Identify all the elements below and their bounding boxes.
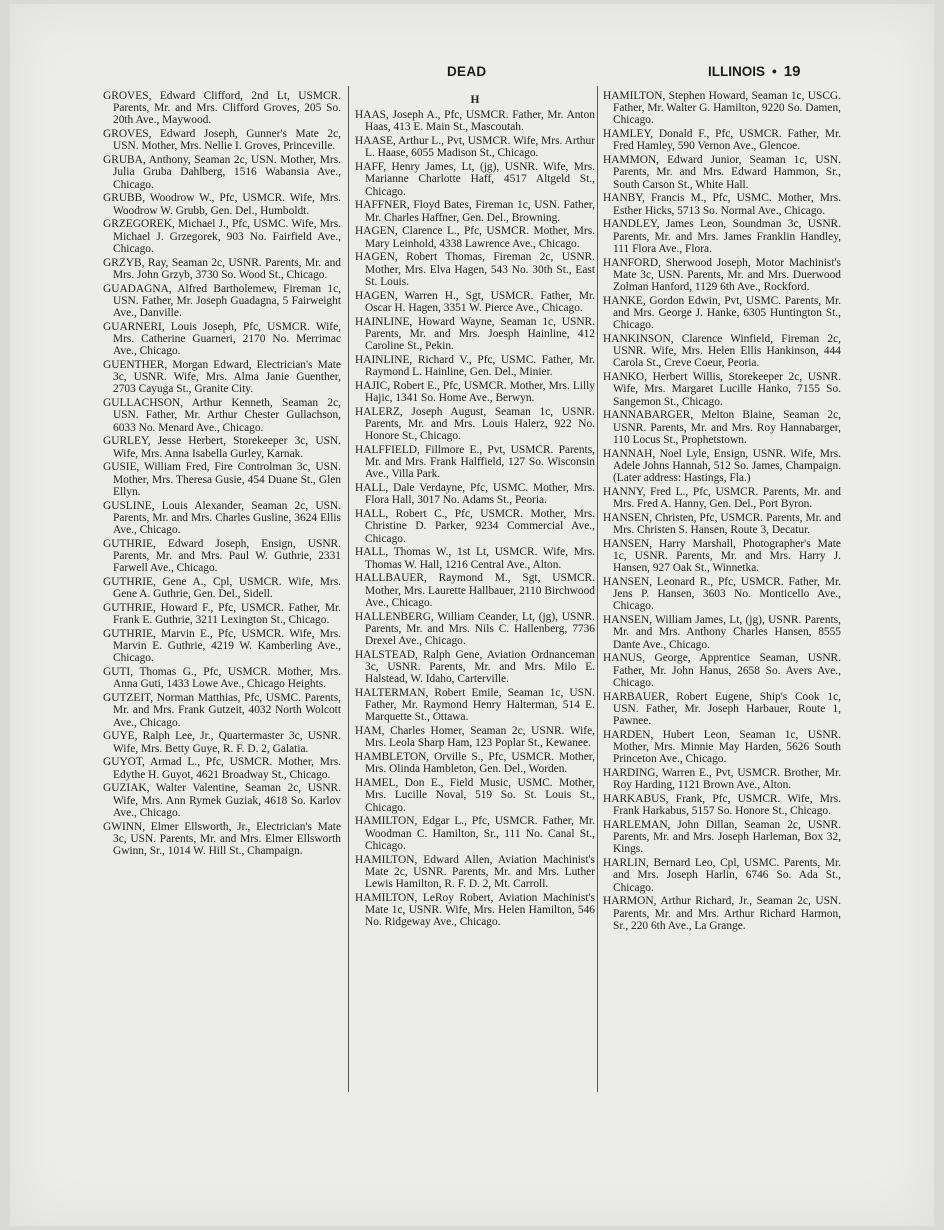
header-bullet: •: [772, 64, 777, 79]
casualty-entry: GROVES, Edward Clifford, 2nd Lt, USMCR. Parents, Mr. and Mrs. Clifford Groves, 205 So. 20th Ave., Maywood.: [103, 90, 341, 127]
casualty-entry: HAAS, Joseph A., Pfc, USMCR. Father, Mr. Anton Haas, 413 E. Main St., Mascoutah.: [355, 109, 595, 134]
casualty-entry: GUADAGNA, Alfred Bartholemew, Fireman 1c, USN. Father, Mr. Joseph Guadagna, 5 Fairweight Ave., Danville.: [103, 282, 341, 320]
casualty-entry: HAMILTON, Edgar L., Pfc, USMCR. Father, Mr. Woodman C. Hamilton, Sr., 111 No. Canal St., Chicago.: [355, 815, 595, 852]
casualty-entry: HAM, Charles Homer, Seaman 2c, USNR. Wife, Mrs. Leola Sharp Ham, 123 Poplar St., Kewanee.: [355, 725, 595, 750]
page-title: DEAD: [447, 64, 487, 79]
casualty-entry: HANSEN, William James, Lt, (jg), USNR. Parents, Mr. and Mrs. Anthony Charles Hansen, 8555 Dante Ave., Chicago.: [603, 614, 841, 651]
casualty-entry: HARDEN, Hubert Leon, Seaman 1c, USNR. Mother, Mrs. Minnie May Harden, 5626 South Princeton Ave., Chicago.: [603, 728, 841, 766]
casualty-entry: HALSTEAD, Ralph Gene, Aviation Ordnanceman 3c, USNR. Parents, Mr. and Mrs. Milo E. Halstead, W. Idaho, Carterville.: [355, 648, 595, 686]
casualty-entry: GULLACHSON, Arthur Kenneth, Seaman 2c, USN. Father, Mr. Arthur Chester Gullachson, 6033 No. Menard Ave., Chicago.: [103, 397, 341, 434]
column-divider: [597, 86, 598, 1092]
casualty-entry: HARDING, Warren E., Pvt, USMCR. Brother, Mr. Roy Harding, 1121 Brown Ave., Alton.: [603, 767, 841, 792]
page-header-right: [708, 63, 800, 80]
casualty-entry: HALLBAUER, Raymond M., Sgt, USMCR. Mother, Mrs. Laurette Hallbauer, 2110 Birchwood Ave., Chicago.: [355, 572, 595, 609]
document-page: [10, 4, 934, 1226]
state-name: ILLINOIS: [708, 64, 765, 79]
casualty-entry: GRZEGOREK, Michael J., Pfc, USMC. Wife, Mrs. Michael J. Grzegorek, 903 No. Fairfield Ave., Chicago.: [103, 218, 341, 255]
casualty-entry: GRUBB, Woodrow W., Pfc, USMCR. Wife, Mrs. Woodrow W. Grubb, Gen. Del., Humboldt.: [103, 192, 341, 217]
casualty-entry: HARLIN, Bernard Leo, Cpl, USMC. Parents, Mr. and Mrs. Joseph Harlin, 6746 So. Ada St., Chicago.: [603, 857, 841, 894]
casualty-entry: HALFFIELD, Fillmore E., Pvt, USMCR. Parents, Mr. and Mrs. Frank Halffield, 127 So. Wisconsin Ave., Villa Park.: [355, 444, 595, 481]
casualty-entry: HALL, Thomas W., 1st Lt, USMCR. Wife, Mrs. Thomas W. Hall, 1216 Central Ave., Alton.: [355, 546, 595, 571]
casualty-entry: HAMMON, Edward Junior, Seaman 1c, USN. Parents, Mr. and Mrs. Edward Hammon, Sr., South Carson St., White Hall.: [603, 154, 841, 191]
casualty-entry: HAGEN, Warren H., Sgt, USMCR. Father, Mr. Oscar H. Hagen, 3351 W. Pierce Ave., Chicago.: [355, 289, 595, 314]
casualty-entry: HAGEN, Clarence L., Pfc, USMCR. Mother, Mrs. Mary Leinhold, 4338 Lawrence Ave., Chicago.: [355, 225, 595, 250]
casualty-entry: HANSEN, Leonard R., Pfc, USMCR. Father, Mr. Jens P. Hansen, 3603 No. Monticello Ave., Chicago.: [603, 576, 841, 613]
casualty-entry: HAINLINE, Howard Wayne, Seaman 1c, USNR. Parents, Mr. and Mrs. Joesph Hainline, 412 Caroline St., Pekin.: [355, 315, 595, 353]
casualty-entry: HALLENBERG, William Ceander, Lt, (jg), USNR. Parents, Mr. and Mrs. Nils C. Hallenberg, 7736 Drexel Ave., Chicago.: [355, 610, 595, 648]
casualty-entry: GUTZEIT, Norman Matthias, Pfc, USMC. Parents, Mr. and Mrs. Frank Gutzeit, 4032 North Wolcott Ave., Chicago.: [103, 692, 341, 729]
casualty-entry: GUTHRIE, Howard F., Pfc, USMCR. Father, Mr. Frank E. Guthrie, 3211 Lexington St., Chicago.: [103, 602, 341, 627]
casualty-entry: GUTHRIE, Gene A., Cpl, USMCR. Wife, Mrs. Gene A. Guthrie, Gen. Del., Sidell.: [103, 576, 341, 601]
casualty-entry: HAFF, Henry James, Lt, (jg), USNR. Wife, Mrs. Marianne Charlotte Haff, 4517 Altgeld St., Chicago.: [355, 161, 595, 198]
casualty-entry: HANNAH, Noel Lyle, Ensign, USNR. Wife, Mrs. Adele Johns Hannah, 512 So. James, Champaign. (Later address: Hastings, Fla.): [603, 447, 841, 485]
casualty-entry: GUSLINE, Louis Alexander, Seaman 2c, USN. Parents, Mr. and Mrs. Charles Gusline, 3624 Ellis Ave., Chicago.: [103, 499, 341, 537]
column-divider: [348, 86, 349, 1092]
casualty-entry: HALL, Robert C., Pfc, USMCR. Mother, Mrs. Christine D. Parker, 9234 Commercial Ave., Chicago.: [355, 508, 595, 545]
casualty-entry: HALL, Dale Verdayne, Pfc, USMC. Mother, Mrs. Flora Hall, 3017 No. Adams St., Peoria.: [355, 482, 595, 507]
casualty-entry: GWINN, Elmer Ellsworth, Jr., Electrician's Mate 3c, USN. Parents, Mr. and Mrs. Elmer Ellsworth Gwinn, Sr., 1014 W. Hill St., Champaign.: [103, 820, 341, 858]
casualty-entry: HAMLEY, Donald F., Pfc, USMCR. Father, Mr. Fred Hamley, 590 Vernon Ave., Glencoe.: [603, 128, 841, 153]
casualty-entry: HANKE, Gordon Edwin, Pvt, USMC. Parents, Mr. and Mrs. George J. Hanke, 6305 Huntington St., Chicago.: [603, 294, 841, 332]
casualty-entry: GRZYB, Ray, Seaman 2c, USNR. Parents, Mr. and Mrs. John Grzyb, 3730 So. Wood St., Chicago.: [103, 256, 341, 281]
column-2: [355, 94, 595, 930]
casualty-entry: HAMILTON, Edward Allen, Aviation Machinist's Mate 2c, USNR. Parents, Mr. and Mrs. Luther Lewis Hamilton, R. F. D. 2, Mt. Carroll.: [355, 853, 595, 891]
casualty-entry: GUZIAK, Walter Valentine, Seaman 2c, USNR. Wife, Mrs. Ann Rymek Guziak, 4618 So. Karlov Ave., Chicago.: [103, 782, 341, 819]
casualty-entry: HARLEMAN, John Dillan, Seaman 2c, USNR. Parents, Mr. and Mrs. Joseph Harleman, Box 32, Kings.: [603, 819, 841, 856]
casualty-entry: HANKO, Herbert Willis, Storekeeper 2c, USNR. Wife, Mrs. Margaret Lucille Hanko, 7155 So. Sangemon St., Chicago.: [603, 371, 841, 408]
casualty-entry: HARKABUS, Frank, Pfc, USMCR. Wife, Mrs. Frank Harkabus, 5157 So. Honore St., Chicago.: [603, 793, 841, 818]
casualty-entry: HAJIC, Robert E., Pfc, USMCR. Mother, Mrs. Lilly Hajic, 1341 So. Home Ave., Berwyn.: [355, 379, 595, 405]
casualty-entry: GROVES, Edward Joseph, Gunner's Mate 2c, USN. Mother, Mrs. Nellie I. Groves, Princeville.: [103, 128, 341, 153]
casualty-entry: GUTI, Thomas G., Pfc, USMCR. Mother, Mrs. Anna Guti, 1433 Lowe Ave., Chicago Heights.: [103, 666, 341, 691]
casualty-entry: GUTHRIE, Edward Joseph, Ensign, USNR. Parents, Mr. and Mrs. Paul W. Guthrie, 2331 Farwell Ave., Chicago.: [103, 537, 341, 575]
casualty-entry: HAMILTON, Stephen Howard, Seaman 1c, USCG. Father, Mr. Walter G. Hamilton, 9220 So. Damen, Chicago.: [603, 90, 841, 127]
casualty-entry: HANFORD, Sherwood Joseph, Motor Machinist's Mate 3c, USN. Parents, Mr. and Mrs. Duerwood Zolman Hanford, 1129 6th Ave., Rockford.: [603, 256, 841, 294]
casualty-entry: GUTHRIE, Marvin E., Pfc, USMCR. Wife, Mrs. Marvin E. Guthrie, 4219 W. Kamberling Ave., Chicago.: [103, 628, 341, 665]
casualty-entry: HARMON, Arthur Richard, Jr., Seaman 2c, USN. Parents, Mr. and Mrs. Arthur Richard Harmon, Sr., 220 6th Ave., La Grange.: [603, 895, 841, 932]
column-3: [603, 90, 841, 934]
casualty-entry: GRUBA, Anthony, Seaman 2c, USN. Mother, Mrs. Julia Gruba Dahlberg, 1516 Wabansia Ave., Chicago.: [103, 154, 341, 191]
casualty-entry: HAMILTON, LeRoy Robert, Aviation Machinist's Mate 1c, USNR. Wife, Mrs. Helen Hamilton, 546 No. Ridgeway Ave., Chicago.: [355, 891, 595, 929]
casualty-entry: HAMBLETON, Orville S., Pfc, USMCR. Mother, Mrs. Olinda Hambleton, Gen. Del., Worden.: [355, 751, 595, 776]
casualty-entry: HARBAUER, Robert Eugene, Ship's Cook 1c, USN. Father, Mr. Joseph Harbauer, Route 1, Pawnee.: [603, 690, 841, 728]
casualty-entry: HANBY, Francis M., Pfc, USMC. Mother, Mrs. Esther Hicks, 5713 So. Normal Ave., Chicago.: [603, 192, 841, 217]
casualty-entry: GUSIE, William Fred, Fire Controlman 3c, USN. Mother, Mrs. Theresa Gusie, 454 Duane St., Glen Ellyn.: [103, 461, 341, 498]
casualty-entry: HANSEN, Harry Marshall, Photographer's Mate 1c, USNR. Parents, Mr. and Mrs. Harry J. Hansen, 927 Oak St., Winnetka.: [603, 537, 841, 575]
casualty-entry: HALERZ, Joseph August, Seaman 1c, USNR. Parents, Mr. and Mrs. Louis Halerz, 922 No. Honore St., Chicago.: [355, 405, 595, 443]
casualty-entry: GUARNERI, Louis Joseph, Pfc, USMCR. Wife, Mrs. Catherine Guarneri, 2170 No. Merrimac Ave., Chicago.: [103, 320, 341, 358]
casualty-entry: HANSEN, Christen, Pfc, USMCR. Parents, Mr. and Mrs. Christen S. Hansen, Route 3, Decatur.: [603, 511, 841, 537]
casualty-entry: HAINLINE, Richard V., Pfc, USMC. Father, Mr. Raymond L. Hainline, Gen. Del., Minier.: [355, 353, 595, 379]
column-1: [103, 90, 341, 859]
casualty-entry: GUYOT, Armad L., Pfc, USMCR. Mother, Mrs. Edythe H. Guyot, 4621 Broadway St., Chicago.: [103, 756, 341, 781]
casualty-entry: HANKINSON, Clarence Winfield, Fireman 2c, USNR. Wife, Mrs. Helen Ellis Hankinson, 444 Carola St., Creve Coeur, Peoria.: [603, 333, 841, 370]
casualty-entry: GUYE, Ralph Lee, Jr., Quartermaster 3c, USNR. Wife, Mrs. Betty Guye, R. F. D. 2, Galatia.: [103, 730, 341, 755]
casualty-entry: HANDLEY, James Leon, Soundman 3c, USNR. Parents, Mr. and Mrs. James Franklin Handley, 111 Flora Ave., Flora.: [603, 218, 841, 255]
casualty-entry: HANNABARGER, Melton Blaine, Seaman 2c, USNR. Parents, Mr. and Mrs. Roy Hannabarger, 110 Locus St., Prophetstown.: [603, 409, 841, 446]
casualty-entry: HALTERMAN, Robert Emile, Seaman 1c, USN. Father, Mr. Raymond Henry Halterman, 514 E. Marquette St., Ottawa.: [355, 687, 595, 724]
casualty-entry: HANNY, Fred L., Pfc, USMCR. Parents, Mr. and Mrs. Fred A. Hanny, Gen. Del., Port Byron.: [603, 485, 841, 511]
page-number: 19: [783, 63, 801, 80]
casualty-entry: GURLEY, Jesse Herbert, Storekeeper 3c, USN. Wife, Mrs. Anna Isabella Gurley, Karnak.: [103, 435, 341, 460]
casualty-entry: HAFFNER, Floyd Bates, Fireman 1c, USN. Father, Mr. Charles Haffner, Gen. Del., Browning.: [355, 199, 595, 224]
section-letter: H: [470, 94, 480, 106]
casualty-entry: HAASE, Arthur L., Pvt, USMCR. Wife, Mrs. Arthur L. Haase, 6055 Madison St., Chicago.: [355, 135, 595, 160]
casualty-entry: HANUS, George, Apprentice Seaman, USNR. Father, Mr. John Hanus, 2658 So. Avers Ave., Chicago.: [603, 652, 841, 689]
casualty-entry: HAMEL, Don E., Field Music, USMC. Mother, Mrs. Lucille Noval, 519 So. St. Louis St., Chicago.: [355, 777, 595, 814]
casualty-entry: HAGEN, Robert Thomas, Fireman 2c, USNR. Mother, Mrs. Elva Hagen, 543 No. 30th St., East St. Louis.: [355, 251, 595, 288]
casualty-entry: GUENTHER, Morgan Edward, Electrician's Mate 3c, USNR. Wife, Mrs. Alma Janie Guenther, 2703 Cayuga St., Granite City.: [103, 359, 341, 396]
